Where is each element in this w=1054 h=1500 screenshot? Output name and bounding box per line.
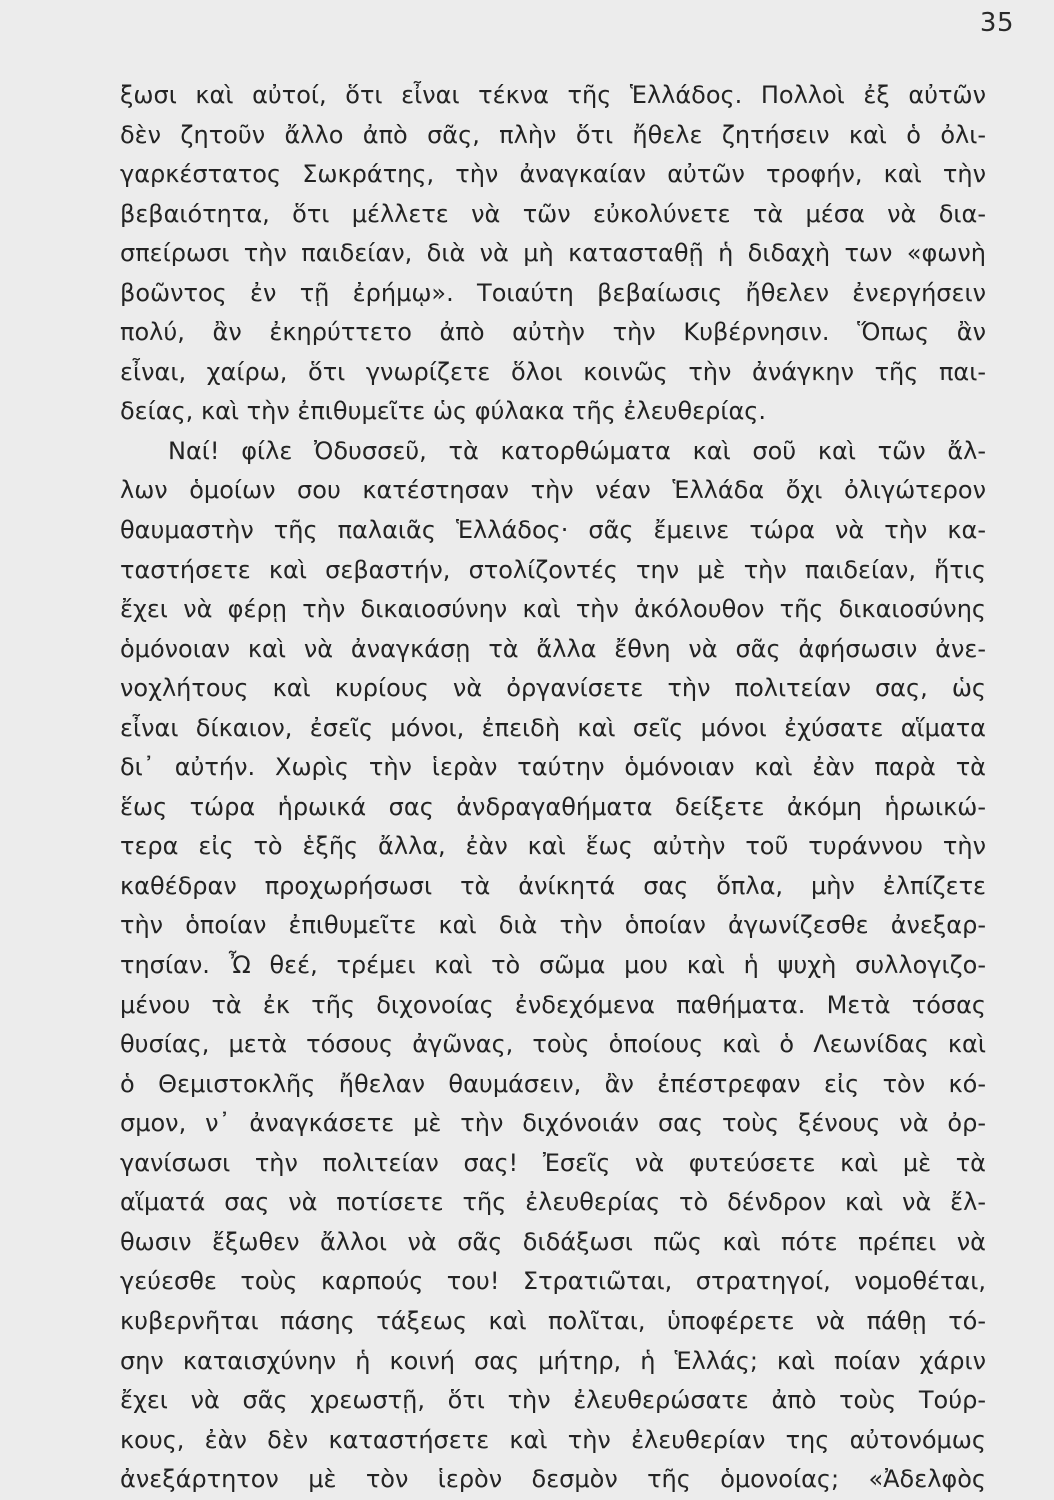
text-line: λων ὁμοίων σου κατέστησαν τὴν νέαν Ἑλλάδα ὄχι ὀλιγώτερον [120, 476, 986, 505]
text-line: κους, ἐὰν δὲν καταστήσετε καὶ τὴν ἐλευθερίαν της αὐτονόμως [120, 1425, 986, 1454]
text-line: εἶναι δίκαιον, ἐσεῖς μόνοι, ἐπειδὴ καὶ σεῖς μόνοι ἐχύσατε αἵματα [120, 713, 986, 742]
text-line: μένου τὰ ἐκ τῆς διχονοίας ἐνδεχόμενα παθήματα. Μετὰ τόσας [120, 990, 986, 1019]
text-line: ὁμόνοιαν καὶ νὰ ἀναγκάσῃ τὰ ἄλλα ἔθνη νὰ σᾶς ἀφήσωσιν ἀνε- [120, 634, 986, 663]
text-line: σπείρωσι τὴν παιδείαν, διὰ νὰ μὴ κατασταθῇ ἡ διδαχὴ των «φωνὴ [120, 239, 986, 268]
text-line: ταστήσετε καὶ σεβαστήν, στολίζοντές την μὲ τὴν παιδείαν, ἥτις [120, 555, 986, 584]
text-line: ἀνεξάρτητον μὲ τὸν ἱερὸν δεσμὸν τῆς ὁμονοίας; «Ἀδελφὸς [120, 1465, 986, 1494]
text-line: σην καταισχύνην ἡ κοινή σας μήτηρ, ἡ Ἑλλάς; καὶ ποίαν χάριν [120, 1346, 986, 1375]
text-line: γεύεσθε τοὺς καρπούς του! Στρατιῶται, στρατηγοί, νομοθέται, [120, 1267, 986, 1296]
text-line: βεβαιότητα, ὅτι μέλλετε νὰ τῶν εὐκολύνετε τὰ μέσα νὰ δια- [120, 199, 986, 228]
text-line: τησίαν. Ὦ θεέ, τρέμει καὶ τὸ σῶμα μου καὶ ἡ ψυχὴ συλλογιζο- [120, 951, 986, 980]
text-line: τὴν ὁποίαν ἐπιθυμεῖτε καὶ διὰ τὴν ὁποίαν ἀγωνίζεσθε ἀνεξαρ- [120, 911, 986, 940]
text-line: κυβερνῆται πάσης τάξεως καὶ πολῖται, ὑποφέρετε νὰ πάθῃ τό- [120, 1306, 986, 1335]
text-line: σμον, ν᾿ ἀναγκάσετε μὲ τὴν διχόνοιάν σας τοὺς ξένους νὰ ὀρ- [120, 1109, 986, 1138]
text-line: δι᾿ αὐτήν. Χωρὶς τὴν ἱερὰν ταύτην ὁμόνοιαν καὶ ἐὰν παρὰ τὰ [120, 753, 986, 782]
text-line: ἔχει νὰ σᾶς χρεωστῇ, ὅτι τὴν ἐλευθερώσατε ἀπὸ τοὺς Τούρ- [120, 1386, 986, 1415]
text-line: τερα εἰς τὸ ἑξῆς ἄλλα, ἐὰν καὶ ἕως αὐτὴν τοῦ τυράννου τὴν [120, 832, 986, 861]
text-line: ξωσι καὶ αὐτοί, ὅτι εἶναι τέκνα τῆς Ἑλλάδος. Πολλοὶ ἐξ αὐτῶν [120, 81, 986, 109]
text-line: ὁ Θεμιστοκλῆς ἤθελαν θαυμάσειν, ἂν ἐπέστρεφαν εἰς τὸν κό- [120, 1069, 986, 1098]
text-line: γαρκέστατος Σωκράτης, τὴν ἀναγκαίαν αὐτῶν τροφήν, καὶ τὴν [120, 160, 986, 189]
text-line: ἔχει νὰ φέρῃ τὴν δικαιοσύνην καὶ τὴν ἀκόλουθον τῆς δικαιοσύνης [120, 595, 986, 624]
text-line: δείας, καὶ τὴν ἐπιθυμεῖτε ὡς φύλακα τῆς ἐλευθερίας. [120, 397, 766, 426]
text-line: καθέδραν προχωρήσωσι τὰ ἀνίκητά σας ὅπλα, μὴν ἐλπίζετε [120, 871, 986, 900]
text-line: γανίσωσι τὴν πολιτείαν σας! Ἐσεῖς νὰ φυτεύσετε καὶ μὲ τὰ [120, 1148, 986, 1177]
text-line: νοχλήτους καὶ κυρίους νὰ ὀργανίσετε τὴν πολιτείαν σας, ὡς [120, 674, 986, 703]
text-line: θαυμαστὴν τῆς παλαιᾶς Ἑλλάδος· σᾶς ἔμεινε τώρα νὰ τὴν κα- [120, 516, 986, 545]
text-line: δὲν ζητοῦν ἄλλο ἀπὸ σᾶς, πλὴν ὅτι ἤθελε ζητήσειν καὶ ὁ ὀλι- [120, 120, 986, 149]
body-text [120, 76, 986, 1500]
text-line: θωσιν ἔξωθεν ἄλλοι νὰ σᾶς διδάξωσι πῶς καὶ πότε πρέπει νὰ [120, 1227, 986, 1256]
page-number: 35 [979, 8, 1014, 38]
text-line: βοῶντος ἐν τῇ ἐρήμῳ». Τοιαύτη βεβαίωσις ἤθελεν ἐνεργήσειν [120, 278, 986, 307]
text-line: Ναί! φίλε Ὀδυσσεῦ, τὰ κατορθώματα καὶ σοῦ καὶ τῶν ἄλ- [168, 436, 986, 465]
text-line: πολύ, ἂν ἐκηρύττετο ἀπὸ αὐτὴν τὴν Κυβέρνησιν. Ὅπως ἂν [120, 318, 986, 347]
text-line: εἶναι, χαίρω, ὅτι γνωρίζετε ὅλοι κοινῶς τὴν ἀνάγκην τῆς παι- [120, 357, 986, 386]
text-line: ἕως τώρα ἡρωικά σας ἀνδραγαθήματα δείξετε ἀκόμη ἡρωικώ- [120, 792, 986, 821]
text-line: θυσίας, μετὰ τόσους ἀγῶνας, τοὺς ὁποίους καὶ ὁ Λεωνίδας καὶ [120, 1030, 986, 1059]
text-line: αἵματά σας νὰ ποτίσετε τῆς ἐλευθερίας τὸ δένδρον καὶ νὰ ἔλ- [120, 1188, 986, 1217]
